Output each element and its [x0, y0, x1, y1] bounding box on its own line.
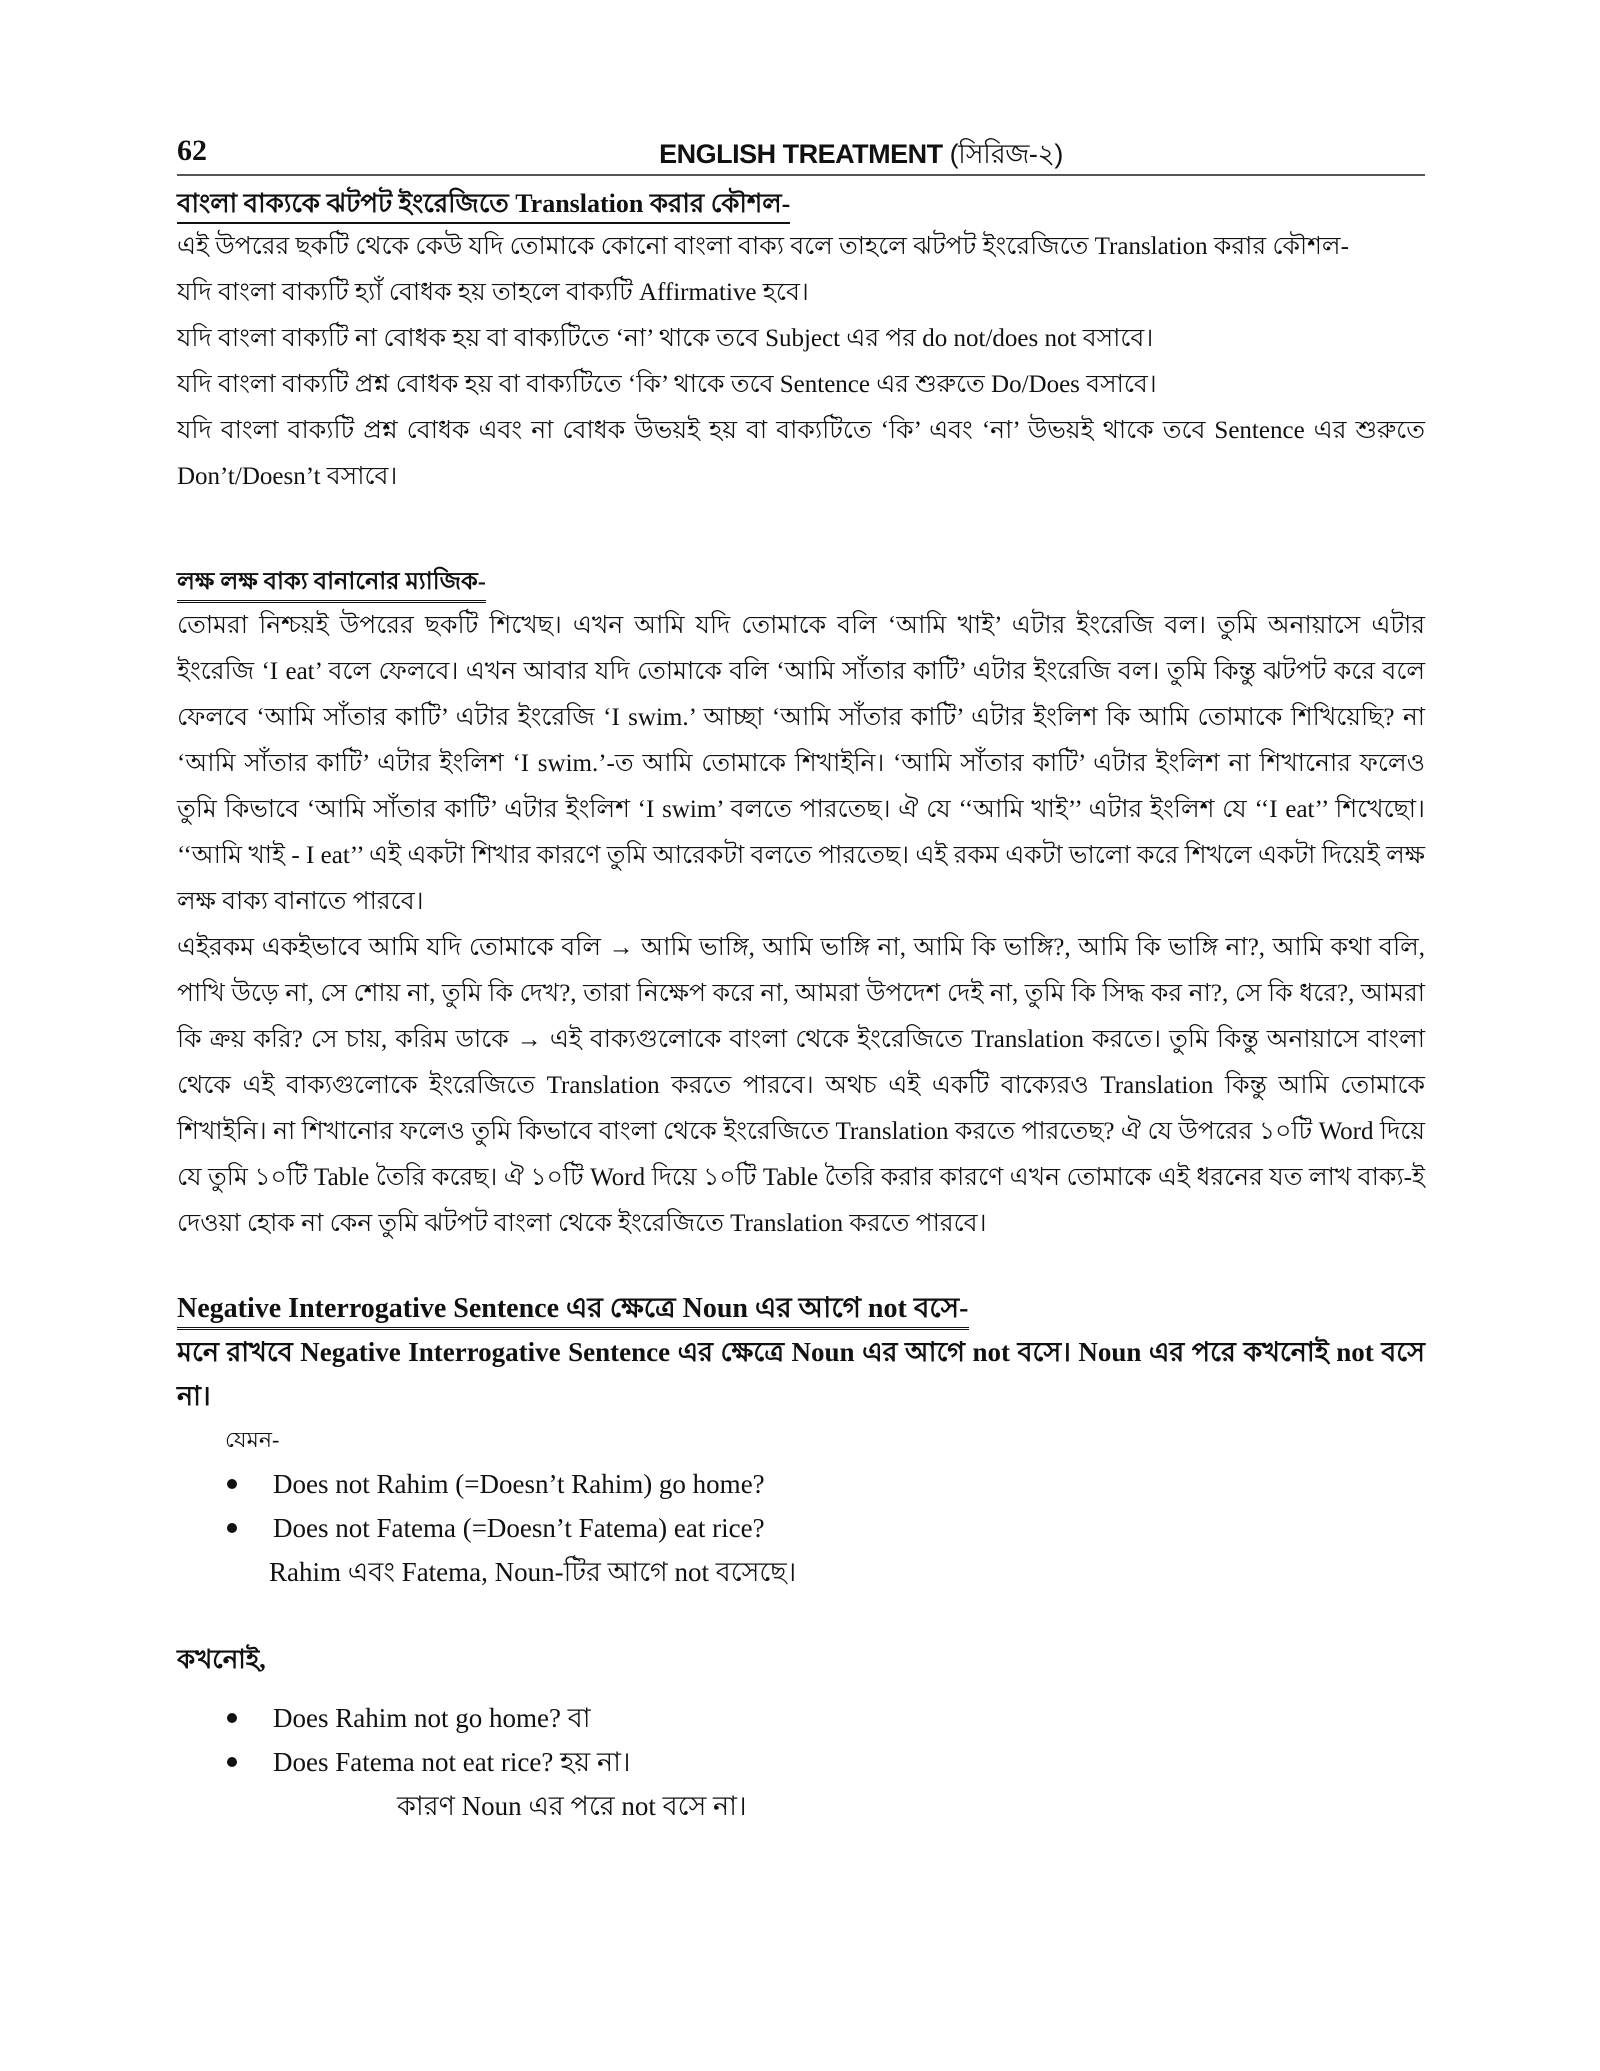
- bullet-icon: [227, 1713, 237, 1723]
- section-heading: Negative Interrogative Sentence এর ক্ষেত্রে Noun এর আগে not বসে-: [177, 1291, 969, 1330]
- spacer: [177, 1682, 1425, 1696]
- bullet-icon: [227, 1523, 237, 1533]
- example-text: Does Fatema not eat rice? হয় না।: [273, 1747, 631, 1777]
- example-text: Does not Fatema (=Doesn’t Fatema) eat rice?: [273, 1513, 765, 1543]
- spacer: [177, 1594, 1425, 1638]
- never-label: কখনোই,: [177, 1645, 266, 1674]
- section-heading: লক্ষ লক্ষ বাক্য বানানোর ম্যাজিক-: [177, 564, 486, 603]
- page-header: [177, 128, 1425, 176]
- paragraph: এইরকম একইভাবে আমি যদি তোমাকে বলি → আমি ভাঙ্গি, আমি ভাঙ্গি না, আমি কি ভাঙ্গি?, আমি কি ভাঙ্গি না?, আমি কথা বলি, পাখি উড়ে না, সে শোয় না, তুমি কি দেখ?, তারা নিক্ষেপ করে না, আমরা উপদেশ দেই না, তুমি কি সিদ্ধ কর না?, সে কি ধরে?, আমরা কি ক্রয় করি? সে চায়, করিম ডাকে → এই বাক্যগুলোকে বাংলা থেকে ইংরেজিতে Translation করতে। তুমি কিন্তু অনায়াসে বাংলা থেকে এই বাক্যগুলোকে ইংরেজিতে Translation করতে পারবে। অথচ এই একটি বাক্যেরও Translation কিন্তু আমি তোমাকে শিখাইনি। না শিখানোর ফলেও তুমি কিভাবে বাংলা থেকে ইংরেজিতে Translation করতে পারতেছ? ঐ যে উপরের ১০টি Word দিয়ে যে তুমি ১০টি Table তৈরি করেছ। ঐ ১০টি Word দিয়ে ১০টি Table তৈরি করার কারণে এখন তোমাকে এই ধরনের যত লাখ বাক্য-ই দেওয়া হোক না কেন তুমি ঝটপট বাংলা থেকে ইংরেজিতে Translation করতে পারবে।: [177, 934, 1425, 1237]
- text-line: এই উপরের ছকটি থেকে কেউ যদি তোমাকে কোনো বাংলা বাক্য বলে তাহলে ঝটপট ইংরেজিতে Translation করার কৌশল-: [177, 233, 1349, 260]
- running-title: [177, 134, 1425, 179]
- example-list: [177, 1462, 1425, 1550]
- wrong-note: কারণ Noun এর পরে not বসে না।: [397, 1791, 747, 1821]
- book-series: (সিরিজ-২): [949, 139, 1063, 169]
- page-number: 62: [177, 134, 207, 167]
- page-content: [177, 186, 1425, 1828]
- section-heading: বাংলা বাক্যকে ঝটপট ইংরেজিতে Translation করার কৌশল-: [177, 186, 790, 224]
- rule-paragraph: মনে রাখবে Negative Interrogative Sentence এর ক্ষেত্রে Noun এর আগে not বসে। Noun এর পরে কখনোই not বসে না।: [177, 1337, 1425, 1411]
- example-label: যেমন-: [225, 1427, 280, 1452]
- spacer: [177, 1247, 1425, 1291]
- example-note: Rahim এবং Fatema, Noun-টির আগে not বসেছে।: [269, 1557, 797, 1587]
- bullet-icon: [227, 1757, 237, 1767]
- text-line: যদি বাংলা বাক্যটি প্রশ্ন বোধক হয় বা বাক্যটিতে ‘কি’ থাকে তবে Sentence এর শুরুতে Do/Does বসাবে।: [177, 371, 1157, 398]
- section-negative-interrogative: [177, 1291, 1425, 1828]
- bullet-icon: [227, 1479, 237, 1489]
- wrong-example-list: [177, 1696, 1425, 1784]
- example-text: Does Rahim not go home? বা: [273, 1703, 591, 1733]
- text-line: যদি বাংলা বাক্যটি না বোধক হয় বা বাক্যটিতে ‘না’ থাকে তবে Subject এর পর do not/does not বসাবে।: [177, 325, 1154, 352]
- list-item: [227, 1506, 1425, 1550]
- section-translation-technique: [177, 186, 1425, 500]
- example-text: Does not Rahim (=Doesn’t Rahim) go home?: [273, 1469, 765, 1499]
- text-line: যদি বাংলা বাক্যটি হ্যাঁ বোধক হয় তাহলে বাক্যটি Affirmative হবে।: [177, 279, 809, 306]
- section-sentence-magic: [177, 564, 1425, 1247]
- spacer: [177, 500, 1425, 564]
- list-item: [227, 1740, 1425, 1784]
- list-item: [227, 1696, 1425, 1740]
- book-title: ENGLISH TREATMENT: [659, 139, 943, 169]
- text-line: যদি বাংলা বাক্যটি প্রশ্ন বোধক এবং না বোধক উভয়ই হয় বা বাক্যটিতে ‘কি’ এবং ‘না’ উভয়ই থাকে তবে Sentence এর শুরুতে Don’t/Doesn’t বসাবে।: [177, 417, 1425, 490]
- paragraph: তোমরা নিশ্চয়ই উপরের ছকটি শিখেছ। এখন আমি যদি তোমাকে বলি ‘আমি খাই’ এটার ইংরেজি বল। তুমি অনায়াসে এটার ইংরেজি ‘I eat’ বলে ফেলবে। এখন আবার যদি তোমাকে বলি ‘আমি সাঁতার কাটি’ এটার ইংরেজি বল। তুমি কিন্তু ঝটপট করে বলে ফেলবে ‘আমি সাঁতার কাটি’ এটার ইংরেজি ‘I swim.’ আচ্ছা ‘আমি সাঁতার কাটি’ এটার ইংলিশ কি আমি তোমাকে শিখিয়েছি? না ‘আমি সাঁতার কাটি’ এটার ইংলিশ ‘I swim.’-ত আমি তোমাকে শিখাইনি। ‘আমি সাঁতার কাটি’ এটার ইংলিশ না শিখানোর ফলেও তুমি কিভাবে ‘আমি সাঁতার কাটি’ এটার ইংলিশ ‘I swim’ বলতে পারতেছ। ঐ যে ‘‘আমি খাই’’ এটার ইংলিশ যে ‘‘I eat’’ শিখেছো। ‘‘আমি খাই - I eat’’ এই একটা শিখার কারণে তুমি আরেকটা বলতে পারতেছ। এই রকম একটা ভালো করে শিখলে একটা দিয়েই লক্ষ লক্ষ বাক্য বানাতে পারবে।: [177, 612, 1425, 915]
- list-item: [227, 1462, 1425, 1506]
